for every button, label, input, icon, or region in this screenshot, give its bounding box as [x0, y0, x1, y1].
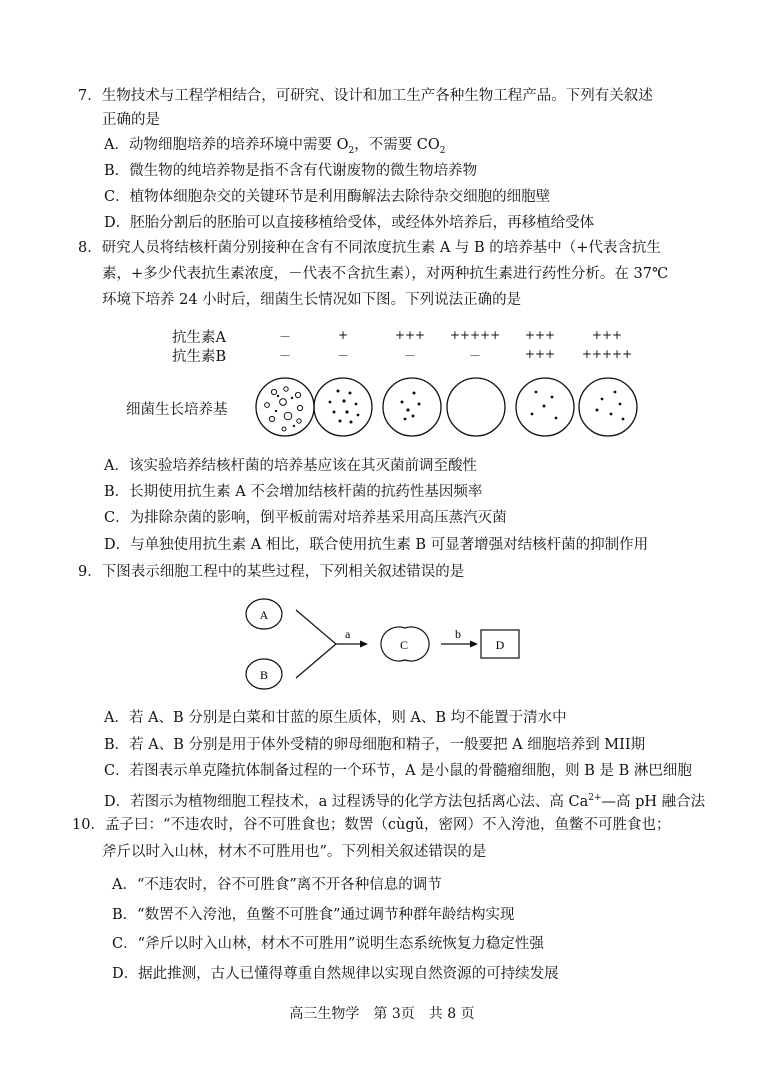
- q10-option-c: C．“斧斤以时入山林，材木不可胜用”说明生态系统恢复力稳定性强: [112, 936, 544, 952]
- q10-option-b: B．“数罟不入洿池，鱼鳖不可胜食”通过调节种群年龄结构实现: [112, 907, 515, 923]
- merge-line-b: [296, 644, 336, 678]
- petri-dish-6: [579, 378, 637, 436]
- process-a-label: a: [345, 627, 351, 641]
- q8-stem-line2: 素，+多少代表抗生素浓度，－代表不含抗生素），对两种抗生素进行药性分析。在 37℃: [102, 266, 669, 282]
- arrowhead-a: [360, 641, 368, 648]
- q7-stem-line2: 正确的是: [102, 112, 160, 128]
- antibiotic-a-level: +: [337, 328, 349, 342]
- petri-dish-4: [447, 378, 505, 436]
- q7-option-c: C．植物体细胞杂交的关键环节是利用酶解法去除待杂交细胞的细胞壁: [104, 189, 551, 205]
- process-b-label: b: [455, 627, 461, 641]
- cell-b-label: B: [259, 668, 269, 682]
- antibiotic-a-label: 抗生素A: [172, 330, 226, 346]
- antibiotic-b-level: +++: [524, 347, 556, 361]
- page-footer: 高三生物学 第 3页 共 8 页: [289, 1006, 475, 1022]
- antibiotic-b-level: －: [468, 349, 481, 363]
- antibiotic-b-level: －: [278, 349, 291, 363]
- q7-option-b: B．微生物的纯培养物是指不含有代谢废物的微生物培养物: [104, 163, 478, 179]
- arrowhead-b: [470, 641, 478, 648]
- q8-option-d: D．与单独使用抗生素 A 相比，联合使用抗生素 B 可显著增强对结核杆菌的抑制作用: [104, 537, 649, 553]
- q8-option-c: C．为排除杂菌的影响，倒平板前需对培养基采用高压蒸汽灭菌: [104, 510, 507, 526]
- q10-stem-line2: 斧斤以时入山林，材木不可胜用也”。下列相关叙述错误的是: [102, 844, 487, 860]
- q7-stem-line1: 7．生物技术与工程学相结合，可研究、设计和加工生产各种生物工程产品。下列有关叙述: [78, 88, 653, 104]
- q7-option-a: A．动物细胞培养的培养环境中需要 $O_2$，不需要 $CO_2$: [104, 137, 446, 156]
- culture-medium-label: 细菌生长培养基: [126, 402, 228, 418]
- petri-dish-5: [516, 378, 574, 436]
- antibiotic-a-level: +++: [394, 328, 426, 342]
- product-d-label: D: [495, 638, 505, 652]
- q9-stem: 9．下图表示细胞工程中的某些过程，下列相关叙述错误的是: [78, 564, 465, 580]
- petri-dish-2: [314, 378, 372, 436]
- q10-option-a: A．“不违农时，谷不可胜食”离不开各种信息的调节: [112, 877, 442, 893]
- q9-option-c: C．若图表示单克隆抗体制备过程的一个环节，A 是小鼠的骨髓瘤细胞，则 B 是 B 淋巴细胞: [104, 763, 692, 779]
- antibiotic-a-level: +++: [591, 328, 623, 342]
- q8-stem-line3: 环境下培养 24 小时后，细菌生长情况如下图。下列说法正确的是: [102, 292, 522, 308]
- antibiotic-a-level: +++: [524, 328, 556, 342]
- q9-option-b: B．若 A、B 分别是用于体外受精的卵母细胞和精子，一般要把 A 细胞培养到 MII期: [104, 737, 646, 753]
- cell-engineering-diagram: [246, 599, 519, 689]
- antibiotic-b-level: +++++: [581, 347, 633, 361]
- q7-option-d: D．胚胎分割后的胚胎可以直接移植给受体，或经体外培养后，再移植给受体: [104, 215, 595, 231]
- petri-dish-1: [256, 378, 314, 436]
- antibiotic-b-label: 抗生素B: [172, 349, 227, 365]
- q10-option-d: D．据此推测，古人已懂得尊重自然规律以实现自然资源的可持续发展: [112, 966, 559, 982]
- q8-option-b: B．长期使用抗生素 A 不会增加结核杆菌的抗药性基因频率: [104, 484, 483, 500]
- q8-option-a: A．该实验培养结核杆菌的培养基应该在其灭菌前调至酸性: [104, 458, 477, 474]
- antibiotic-b-level: －: [336, 349, 349, 363]
- merge-line-a: [296, 610, 336, 644]
- q9-option-a: A．若 A、B 分别是白菜和甘蓝的原生质体，则 A、B 均不能置于清水中: [104, 710, 567, 726]
- petri-dish-3: [383, 378, 441, 436]
- cell-c-label: C: [399, 638, 409, 652]
- antibiotic-b-level: －: [403, 349, 416, 363]
- antibiotic-a-level: －: [278, 330, 291, 344]
- cell-a-label: A: [259, 608, 269, 622]
- q10-stem-line1: 10．孟子曰：“不违农时，谷不可胜食也；数罟（cùgǔ，密网）不入洿池，鱼鳖不可胜食也；: [72, 817, 671, 833]
- antibiotic-a-level: +++++: [449, 328, 501, 342]
- q9-option-d: D．若图示为植物细胞工程技术，a 过程诱导的化学方法包括离心法、高 $Ca^{2+}—$高 pH 融合法: [104, 793, 706, 810]
- q8-stem-line1: 8．研究人员将结核杆菌分别接种在含有不同浓度抗生素 A 与 B 的培养基中（+代表含抗生: [78, 240, 661, 256]
